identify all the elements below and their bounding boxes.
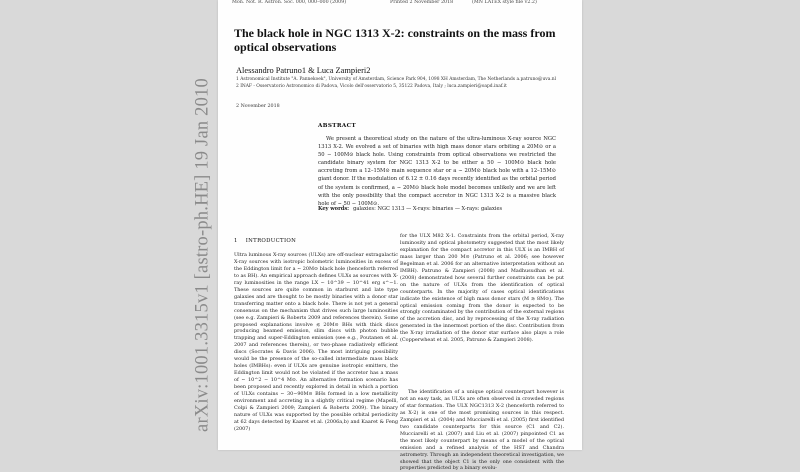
print-date: Printed 2 November 2018	[390, 0, 454, 5]
journal-reference: Mon. Not. R. Astron. Soc. 000, 000–000 (2009)	[232, 0, 347, 5]
paper-title: The black hole in NGC 1313 X-2: constraints on the mass from optical observations	[234, 26, 556, 54]
intro-left-column: Ultra luminous X-ray sources (ULXs) are off-nuclear extragalactic X-ray sources with isotropic bolometric luminosities in excess of the Eddington limit for a ∼ 20M⊙ black hole (henceforth referred to as BH). An empirical approach defines ULXs as sources with X-ray luminosities in the range LX ∼ 10^39 − 10^41 erg s^−1. These sources are quite common in starburst and late type galaxies and are thought to be mostly binaries with a donor star transferring matter onto a black hole. There is not yet a general consensus on the mechanism that drives such large luminosities (see e.g. Zampieri & Roberts 2009 and references therein). Some proposed explanations involve ≲ 20M⊙ BHs with thick discs producing beamed emission, slim discs with photon bubble trapping and super-Eddington emission (see e.g., Poutanen et al. 2007 and references therein), or two-phase radiatively efficient discs (Socrates & Davis 2006). The most intriguing possibility would be the presence of the so-called intermediate mass black holes (IMBHs): even if ULXs are genuine isotropic emitters, the Eddington limit would not be violated if the accretor has a mass of ∼ 10^2 − 10^4 M⊙. An alternative formation scenario has been proposed and recently explored in detail in which a portion of ULXs contains ∼ 30−90M⊙ BHs formed in a low metallicity environment and accreting in a slightly critical regime (Mapelli, Colpi & Zampieri 2009; Zampieri & Roberts 2009). The binary nature of ULXs was supported by the possible orbital periodicity at 62 days detected by Kaaret et al. (2006a,b) and Kaaret & Feng (2007)	[234, 252, 398, 432]
section-heading	[234, 238, 296, 244]
keywords-line	[318, 206, 558, 212]
abstract-text: We present a theoretical study on the nature of the ultra-luminous X-ray source NGC 1313 X-2. We evolved a set of binaries with high mass donor stars orbiting a 20M⊙ or a 50 − 100M⊙ black hole. Using constraints from optical observations we restricted the candidate binary system for NGC 1313 X-2 to be either a 50 − 100M⊙ black hole accreting from a 12–15M⊙ main sequence star or a ∼ 20M⊙ black hole with a 12–15M⊙ giant donor. If the modulation of 6.12 ± 0.16 days recently identified as the orbital period of the system is confirmed, a ∼ 20M⊙ black hole model becomes unlikely and we are left with the only possibility that the compact accretor in NGC 1313 X-2 is a massive black hole of ∼ 50 − 100M⊙.	[318, 136, 556, 207]
section-title: INTRODUCTION	[245, 238, 297, 244]
section-number: 1	[234, 238, 238, 244]
affiliation-1: 1 Astronomical Institute "A. Pannekoek", University of Amsterdam, Science Park 904, 1098 XH Amsterdam, The Netherlands a.patruno@uva.nl	[236, 77, 556, 82]
style-file-note: (MN LATEX style file v2.2)	[472, 0, 537, 5]
paper-date: 2 November 2018	[236, 104, 280, 109]
paper-page	[218, 0, 582, 472]
abstract-heading: ABSTRACT	[318, 123, 357, 129]
keywords-label: Key words:	[318, 206, 350, 212]
intro-right-column-paragraph-1: for the ULX M82 X-1. Constraints from the orbital period, X-ray luminosity and optical photometry suggested that the most likely explanation for the compact accretor in this ULX is an IMBH of mass larger than 200 M⊙ (Patruno et al. 2006; see however Begelman et al. 2006 for an alternative interpretation without an IMBH). Patruno & Zampieri (2008) and Madhusudhan et al. (2008) demonstrated how several further constraints can be put on the nature of ULXs from the identification of optical counterparts. In the majority of cases optical identifications indicate the existence of high mass donor stars (M ≳ 8M⊙). The optical emission coming from the donor is expected to be strongly contaminated by the contribution of the external regions of the accretion disc, and by reprocessing of the X-ray radiation generated in the innermost portion of the disc. Contribution from the X-ray irradiation of the donor star surface also plays a role (Copperwheat et al. 2005, Patruno & Zampieri 2008).	[400, 233, 564, 344]
arxiv-identifier: arXiv:1001.3315v1 [astro-ph.HE] 19 Jan 2010	[192, 78, 213, 432]
author-list: Alessandro Patruno1 & Luca Zampieri2	[236, 66, 371, 75]
intro-right-column-paragraph-2: The identification of a unique optical counterpart however is not an easy task, as ULXs are often observed in crowded regions of star formation. The ULX NGC1313 X-2 (henceforth referred to as X-2) is one of the most promising sources in this respect. Zampieri et al. (2004) and Mucciarelli et al. (2005) first identified two candidate counterparts for this source (C1 and C2). Mucciarelli et al. (2007) and Liu et al. (2007) pinpointed C1 as the most likely counterpart by means of a model of the optical emission and a refined analysis of the HST and Chandra astrometry. Through an independent theoretical investigation, we showed that the object C1 is the only one consistent with the properties predicted by a binary evolu-	[400, 389, 564, 472]
affiliation-2: 2 INAF - Osservatorio Astronomico di Padova, Vicolo dell'osservatorio 5, 35122 Padova, Italy ; luca.zampieri@oapd.inaf.it	[236, 84, 507, 89]
keywords-list: galaxies: NGC 1313 — X-rays: binaries — X-rays: galaxies	[353, 206, 503, 212]
